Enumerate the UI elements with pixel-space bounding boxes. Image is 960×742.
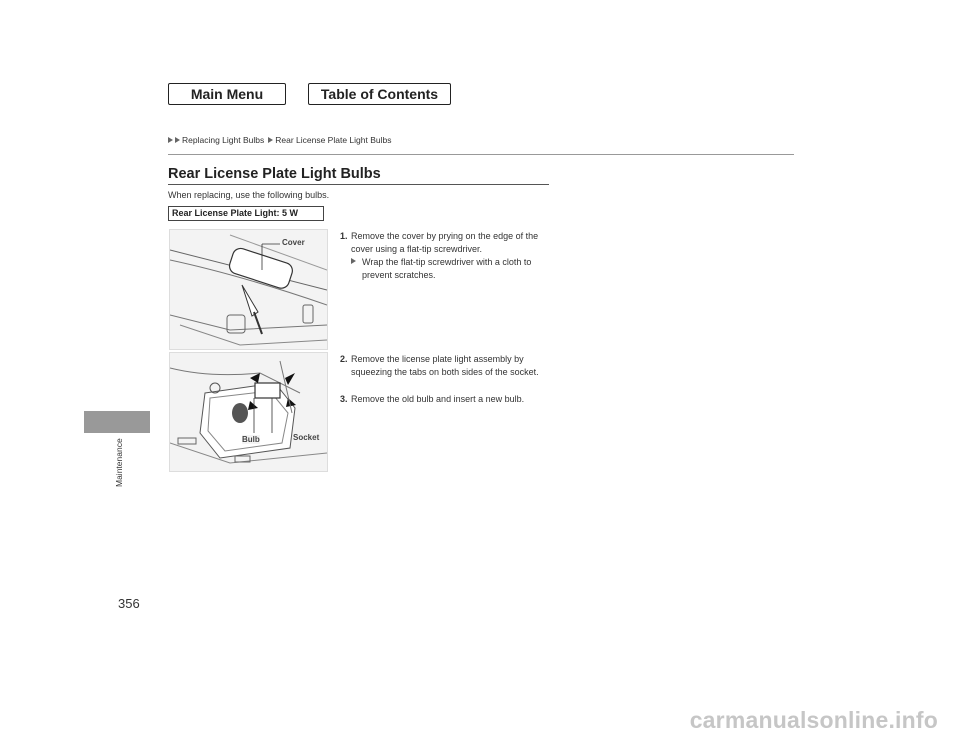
table-of-contents-button[interactable]: Table of Contents [308, 83, 451, 105]
step-number: 2. [340, 354, 348, 364]
step-text: Remove the license plate light assembly by squeezing the tabs on both sides of the socket. [351, 354, 539, 377]
cover-removal-illustration [169, 229, 328, 350]
breadcrumb-arrow-icon [268, 137, 273, 143]
cover-callout-label: Cover [282, 238, 305, 247]
note-arrow-icon [351, 258, 356, 264]
socket-removal-illustration [169, 352, 328, 472]
step-2 [340, 353, 552, 378]
step-3 [340, 393, 552, 406]
section-title: Rear License Plate Light Bulbs [168, 166, 381, 182]
step-text: Remove the old bulb and insert a new bulb. [351, 394, 525, 404]
socket-callout-label: Socket [293, 433, 320, 442]
bulb-callout-label: Bulb [242, 435, 260, 444]
breadcrumb-arrow-icon [168, 137, 173, 143]
step-1-note [351, 256, 551, 281]
step-number: 1. [340, 231, 348, 241]
step-text: Remove the cover by prying on the edge of the cover using a flat-tip screwdriver. [351, 231, 539, 254]
step-1 [340, 230, 552, 255]
page-number: 356 [118, 596, 140, 611]
note-text: Wrap the flat-tip screwdriver with a cloth to prevent scratches. [362, 257, 532, 280]
chapter-label: Maintenance [114, 438, 124, 487]
watermark: carmanualsonline.info [689, 707, 938, 733]
step-number: 3. [340, 394, 348, 404]
bulb-spec-box: Rear License Plate Light: 5 W [168, 206, 324, 221]
header-divider [168, 154, 794, 155]
main-menu-button[interactable]: Main Menu [168, 83, 286, 105]
breadcrumb-link-rear-license-plate[interactable]: Rear License Plate Light Bulbs [275, 135, 392, 145]
intro-text: When replacing, use the following bulbs. [168, 190, 330, 200]
title-divider [168, 184, 549, 185]
breadcrumb-link-replacing-light-bulbs[interactable]: Replacing Light Bulbs [182, 135, 265, 145]
breadcrumb [168, 135, 393, 145]
chapter-tab[interactable] [84, 411, 150, 433]
breadcrumb-arrow-icon [175, 137, 180, 143]
